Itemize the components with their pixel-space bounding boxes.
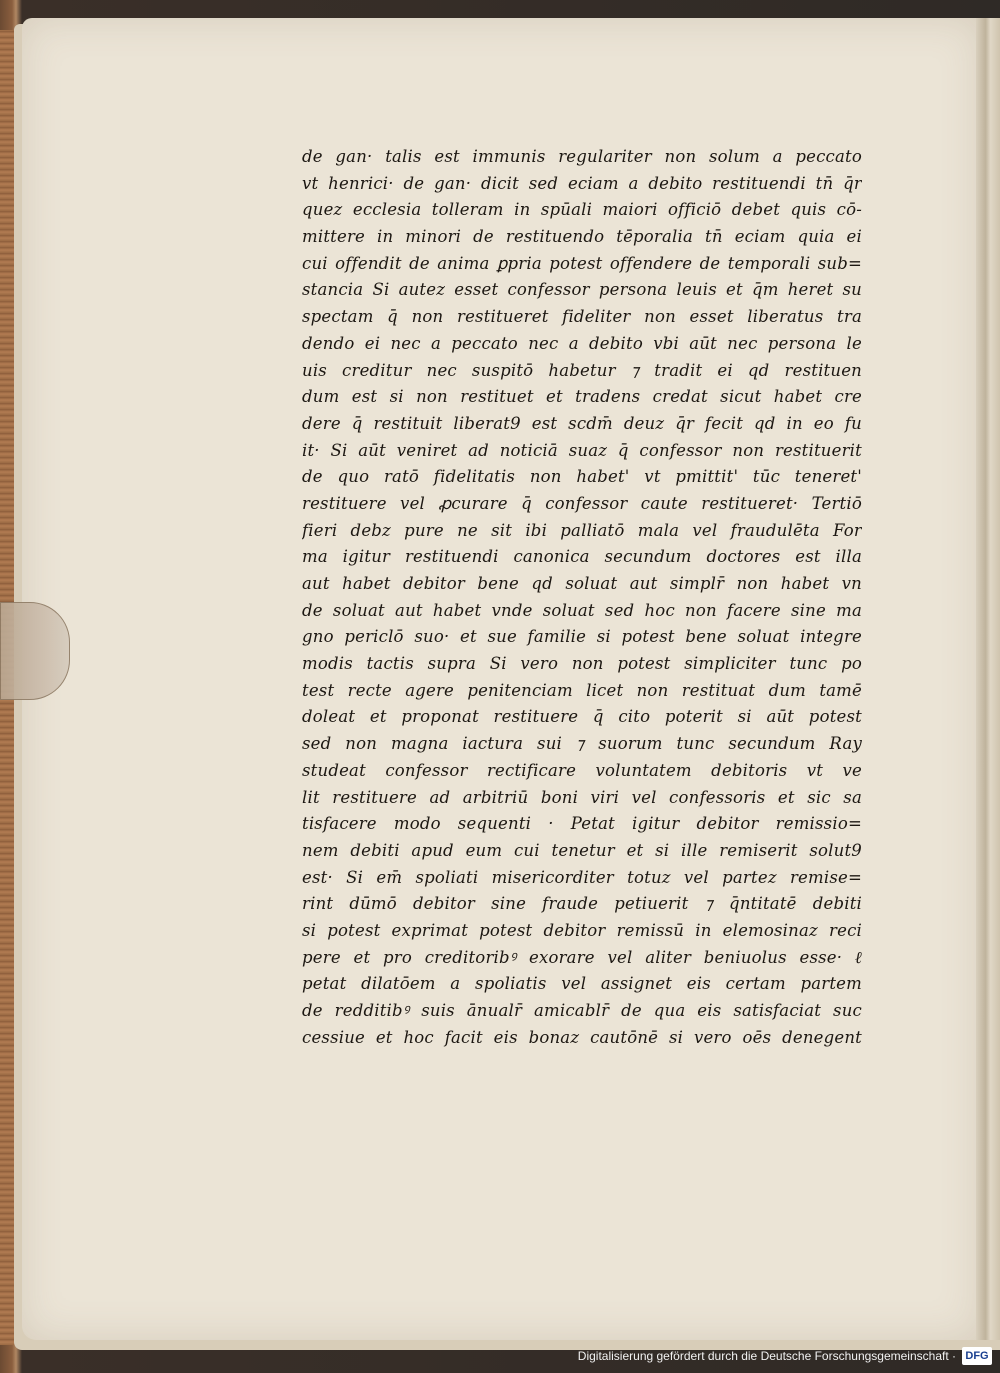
text-line: test recte agere penitenciam licet non restituat dum tamē <box>302 680 862 700</box>
text-line: vt henrici· de gan· dicit sed eciam a debito restituendi tn̄ q̄r <box>302 173 862 193</box>
digitization-credit: Digitalisierung gefördert durch die Deutsche Forschungsgemeinschaft · <box>577 1349 956 1363</box>
text-line: stancia Si autez esset confessor persona leuis et q̄m heret su <box>302 280 862 300</box>
text-line: gno periclō suo· et sue familie si potest bene soluat integre <box>302 627 862 647</box>
text-line: pere et pro creditoribꝰ exorare vel aliter beniuolus esse· ℓ <box>302 947 862 967</box>
text-line: sed non magna iactura sui ⁊ suorum tunc secundum Ray <box>302 734 862 754</box>
text-line: fieri debz pure ne sit ibi palliatō mala vel fraudulēta For <box>302 520 862 540</box>
text-line: studeat confessor rectificare voluntatem debitoris vt ve <box>302 760 862 780</box>
text-line: de redditibꝰ suis ānualr̄ amicablr̄ de qua eis satisfaciat suc <box>302 1001 862 1020</box>
text-line: tisfacere modo sequenti · Petat igitur debitor remissio= <box>302 814 862 834</box>
text-line: spectam q̄ non restitueret fideliter non esset liberatus tra <box>302 307 862 327</box>
text-line: dendo ei nec a peccato nec a debito vbi aūt nec persona le <box>302 333 862 353</box>
text-line: rint dūmō debitor sine fraude petiuerit ⁊ q̄ntitatē debiti <box>302 894 862 914</box>
text-line: ma igitur restituendi canonica secundum doctores est illa <box>302 547 862 567</box>
text-line: de quo ratō fidelitatis non habet' vt pmittit' tūc teneret' <box>302 467 862 487</box>
manuscript-text-block <box>302 144 862 1051</box>
text-line: uis creditur nec suspitō habetur ⁊ tradit ei qd restituen <box>302 360 862 380</box>
text-line: restituere vel ꝓcurare q̄ confessor caute restitueret· Tertiō <box>302 493 862 513</box>
text-line: petat dilatōem a spoliatis vel assignet eis certam partem <box>302 974 862 994</box>
text-line: est· Si em̄ spoliati misericorditer totuz vel partez remise= <box>302 867 862 887</box>
text-line: cui offendit de anima ꝑpria potest offendere de temporali sub= <box>302 253 862 273</box>
text-line: modis tactis supra Si vero non potest simpliciter tunc po <box>302 654 862 674</box>
text-line: quez ecclesia tolleraт in spūali maiori officiō debet quis cō- <box>302 200 862 220</box>
text-line: dum est si non restituet et tradens credat sicut habet cre <box>302 387 862 407</box>
text-line: si potest exprimat potest debitor remissū in elemosinaz reci <box>302 920 862 940</box>
text-line: cessiue et hoc facit eis bonaz cautōnē si vero oēs denegent <box>302 1027 862 1047</box>
text-line: dere q̄ restituit liberat9 est scdm̄ deuz q̄r fecit qd in eo fu <box>302 413 862 433</box>
text-line: de soluat aut habet vnde soluat sed hoc non facere sine ma <box>302 600 862 620</box>
text-line: doleat et proponat restituere q̄ cito poterit si aūt potest <box>302 707 862 727</box>
bookmark-tab <box>0 602 70 700</box>
text-line: it· Si aūt veniret ad noticiā suaz q̄ confessor non restituerit <box>302 440 862 460</box>
text-line: lit restituere ad arbitriū boni viri vel confessoris et sic sa <box>302 787 862 807</box>
page-gutter <box>976 18 1000 1340</box>
dfg-logo: DFG <box>962 1347 992 1365</box>
text-line: de gan· talis est immunis regulariter non solum a peccato <box>302 147 862 166</box>
text-line: nem debiti apud eum cui tenetur et si ille remiserit solut9 <box>302 840 862 860</box>
text-line: mittere in minori de restituendo tēporalia tn̄ eciam quia ei <box>302 227 862 247</box>
text-line: aut habet debitor bene qd soluat aut simplr̄ non habet vn <box>302 574 862 593</box>
